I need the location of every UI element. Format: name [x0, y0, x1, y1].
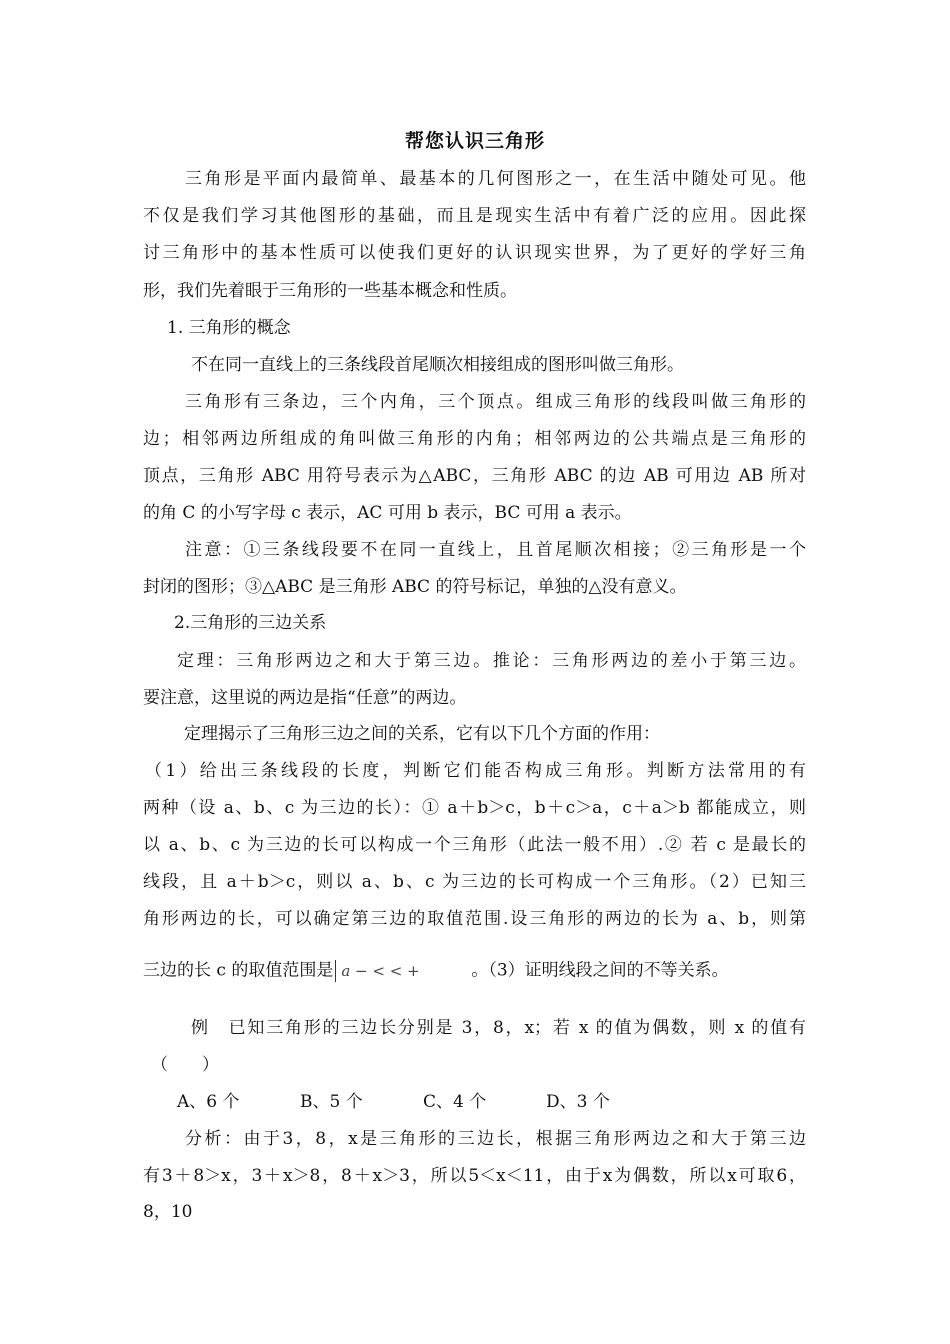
- answer-blank: （ ）: [151, 1055, 219, 1075]
- note-line: 封闭的图形；③△ABC 是三角形 ABC 的符号标记，单独的△没有意义。: [143, 577, 687, 597]
- choice-c: C、4 个: [423, 1092, 487, 1112]
- paragraph-line: （1）给出三条线段的长度，判断它们能否构成三角形。判断方法常用的有: [145, 761, 806, 781]
- formula-text: a − < < +: [341, 962, 420, 980]
- choice-a: A、6 个: [177, 1092, 240, 1112]
- choices-row: [177, 1091, 669, 1113]
- analysis-line: 分析：由于3，8，x是三角形的三边长，根据三角形两边之和大于第三边: [185, 1129, 806, 1149]
- paragraph-line: 形，我们先着眼于三角形的一些基本概念和性质。: [143, 281, 517, 301]
- paragraph-line: 讨三角形中的基本性质可以使我们更好的认识现实世界，为了更好的学好三角: [143, 243, 806, 263]
- paragraph-line: 线段，且 a＋b＞c，则以 a、b、c 为三边的长可构成一个三角形。（2）已知三: [143, 872, 806, 892]
- range-line: [143, 958, 729, 984]
- paragraph-line: 顶点，三角形 ABC 用符号表示为△ABC，三角形 ABC 的边 AB 可用边 AB 所对: [143, 466, 806, 486]
- abs-bar: [335, 960, 336, 982]
- paragraph-line: 边；相邻两边所组成的角叫做三角形的内角；相邻两边的公共端点是三角形的: [143, 429, 806, 449]
- paragraph-line: 三角形有三条边，三个内角，三个顶点。组成三角形的线段叫做三角形的: [185, 392, 806, 412]
- range-line-after: 。（3）证明线段之间的不等关系。: [471, 960, 729, 981]
- example-question: 例 已知三角形的三边长分别是 3，8，x；若 x 的值为偶数，则 x 的值有: [191, 1018, 806, 1038]
- section-heading: 1. 三角形的概念: [167, 318, 291, 338]
- paragraph-line: 角形两边的长，可以确定第三边的取值范围.设三角形的两边的长为 a、b，则第: [143, 909, 806, 929]
- theorem-line: 定理：三角形两边之和大于第三边。推论：三角形两边的差小于第三边。: [177, 651, 806, 671]
- paragraph-line: 三角形是平面内最简单、最基本的几何图形之一，在生活中随处可见。他: [185, 169, 806, 189]
- paragraph-line: 两种（设 a、b、c 为三边的长）：① a＋b＞c，b＋c＞a，c＋a＞b 都能成立，则: [143, 798, 806, 818]
- range-line-before: 三边的长 c 的取值范围是: [143, 960, 334, 981]
- paragraph-line: 以 a、b、c 为三边的长可以构成一个三角形（此法一般不用）.② 若 c 是最长的: [143, 835, 806, 855]
- document-title: 帮您认识三角形: [404, 130, 545, 152]
- choice-b: B、5 个: [300, 1092, 363, 1112]
- note-line: 注意：①三条线段要不在同一直线上，且首尾顺次相接；②三角形是一个: [185, 540, 806, 560]
- analysis-line: 8，10: [143, 1202, 193, 1222]
- definition-line: 不在同一直线上的三条线段首尾顺次相接组成的图形叫做三角形。: [191, 355, 684, 375]
- paragraph-line: 的角 C 的小写字母 c 表示，AC 可用 b 表示，BC 可用 a 表示。: [143, 503, 632, 523]
- paragraph-line: 不仅是我们学习其他图形的基础，而且是现实生活中有着广泛的应用。因此探: [143, 206, 806, 226]
- paragraph-line: 定理揭示了三角形三边之间的关系，它有以下几个方面的作用：: [184, 724, 660, 744]
- range-formula: [333, 958, 471, 984]
- choice-d: D、3 个: [546, 1092, 610, 1112]
- analysis-line: 有3＋8＞x，3＋x＞8，8＋x＞3，所以5＜x＜11，由于x为偶数，所以x可取6，: [143, 1166, 806, 1186]
- theorem-line: 要注意，这里说的两边是指“任意”的两边。: [143, 688, 467, 708]
- section-heading: 2.三角形的三边关系: [174, 613, 327, 633]
